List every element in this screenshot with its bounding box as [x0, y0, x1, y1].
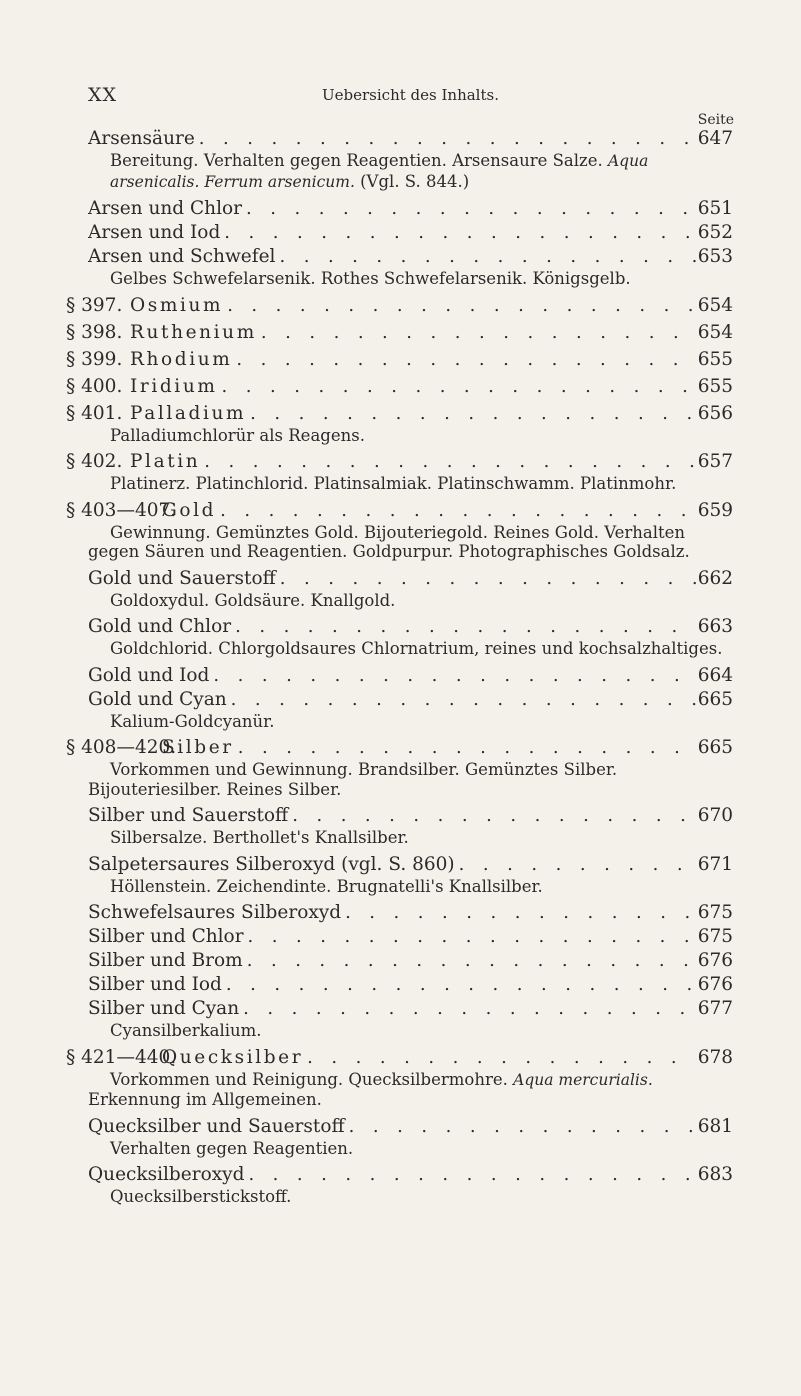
toc-subentries: Quecksilberstickstoff. [110, 1187, 292, 1206]
toc-entry: Silber und Iod . . . 676 [88, 973, 733, 997]
toc-subentries: Gewinnung. Gemünztes Gold. Bijouteriegold. Reines Gold. Verhalten gegen Säuren und Reagentien. Goldpurpur. Photographisches Goldsalz. [88, 522, 690, 561]
toc-subentries: Goldchlorid. Chlorgoldsaures Chlornatrium, reines und kochsalzhaltiges. [110, 639, 723, 658]
toc-entry: Arsen und Schwefel . . . 653 [88, 245, 733, 269]
toc-section: § 421—440. Quecksilber . . . 678 [66, 1046, 733, 1070]
toc-subentries: Kalium-Goldcyanür. [110, 711, 275, 731]
toc-section: § 397. Osmium . . . 654 [66, 294, 733, 318]
toc-subentries: Verhalten gegen Reagentien. [110, 1138, 354, 1158]
toc-subentries: Platinerz. Platinchlorid. Platinsalmiak. Platinschwamm. Platinmohr. [110, 474, 677, 493]
toc-entry: Quecksilberoxyd . . . 683 [88, 1163, 733, 1187]
toc-subentries: Goldoxydul. Goldsäure. Knallgold. [110, 590, 396, 610]
toc-entry: Gold und Cyan . . . 665 [88, 688, 733, 712]
toc-subentries: Höllenstein. Zeichendinte. Brugnatelli's Knallsilber. [110, 876, 543, 896]
toc-section: § 402. Platin . . . 657 [66, 450, 733, 474]
toc-entry: Arsensäure . . . 647 [88, 127, 733, 151]
toc-section: § 408—420. Silber . . . 665 [66, 736, 733, 760]
toc-entry: Gold und Sauerstoff . . . 662 [88, 567, 733, 591]
table-of-contents [66, 127, 733, 1212]
toc-subentries: Palladiumchlorür als Reagens. [110, 425, 365, 445]
toc-subentries: Vorkommen und Reinigung. Quecksilbermohre. Aqua mercurialis. Erkennung im Allgemeinen. [88, 1069, 653, 1109]
toc-entry: Schwefelsaures Silberoxyd . . . 675 [88, 901, 733, 925]
toc-entry: Quecksilber und Sauerstoff . . . 681 [88, 1115, 733, 1139]
toc-entry: Arsen und Iod . . . 652 [88, 221, 733, 245]
toc-entry: Silber und Chlor . . . 675 [88, 925, 733, 949]
toc-subentries: Cyansilberkalium. [110, 1021, 262, 1040]
toc-subentries: Silbersalze. Berthollet's Knallsilber. [110, 828, 409, 847]
page-header [88, 84, 733, 114]
toc-entry: Silber und Brom . . . 676 [88, 949, 733, 973]
toc-section: § 399. Rhodium . . . 655 [66, 348, 733, 372]
seite-label: Seite [697, 112, 734, 128]
toc-subentries: Bereitung. Verhalten gegen Reagentien. Arsensaure Salze. Aqua arsenicalis. Ferrum arsenicum. (Vgl. S. 844.) [110, 151, 649, 191]
toc-entry: Salpetersaures Silberoxyd (vgl. S. 860) . . . 671 [88, 853, 733, 877]
toc-section: § 398. Ruthenium . . . 654 [66, 321, 733, 345]
toc-section: § 403—407. Gold . . . 659 [66, 499, 733, 523]
page-number-roman: XX [88, 84, 118, 106]
toc-subentries: Gelbes Schwefelarsenik. Rothes Schwefelarsenik. Königsgelb. [110, 269, 631, 288]
running-title: Uebersicht des Inhalts. [322, 86, 499, 104]
toc-subentries: Vorkommen und Gewinnung. Brandsilber. Gemünztes Silber. Bijouteriesilber. Reines Silber. [88, 760, 618, 799]
toc-section: § 401. Palladium . . . 656 [66, 402, 733, 426]
toc-entry: Gold und Chlor . . . 663 [88, 615, 733, 639]
toc-entry: Gold und Iod . . . 664 [88, 664, 733, 688]
toc-section: § 400. Iridium . . . 655 [66, 375, 733, 399]
toc-entry: Arsen und Chlor . . . 651 [88, 197, 733, 221]
toc-entry: Silber und Sauerstoff . . . 670 [88, 804, 733, 828]
toc-entry: Silber und Cyan . . . 677 [88, 997, 733, 1021]
